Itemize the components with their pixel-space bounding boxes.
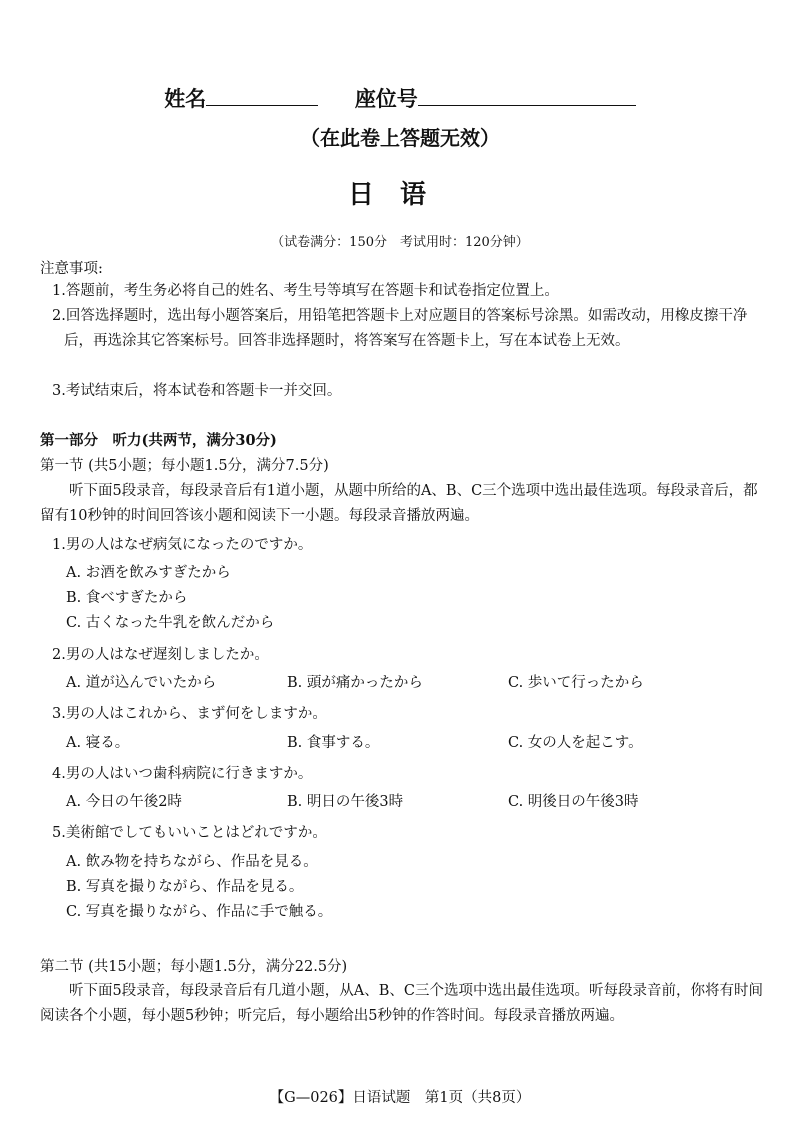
notice-item-3: 3.考试结束后，将本试卷和答题卡一并交回。 <box>52 383 342 399</box>
page-footer: 【G—026】日语试题 第1页（共8页） <box>269 1090 531 1106</box>
question-2-option-c: C. 歩いて行ったから <box>508 675 644 691</box>
question-2-stem: 2.男の人はなぜ遅刻しましたか。 <box>52 647 269 663</box>
invalid-note: （在此卷上答题无效） <box>300 126 500 150</box>
question-5-option-a: A. 飲み物を持ちながら、作品を見る。 <box>66 854 318 870</box>
question-3-stem: 3.男の人はこれから、まず何をしますか。 <box>52 706 327 722</box>
name-blank <box>206 85 318 106</box>
section1-title: 第一节 (共5小题；每小题1.5分，满分7.5分) <box>40 458 329 474</box>
question-5-option-b: B. 写真を撮りながら、作品を見る。 <box>66 879 304 895</box>
question-5-stem: 5.美術館でしてもいいことはどれですか。 <box>52 825 327 841</box>
seat-label: 座位号 <box>354 87 418 111</box>
subject-title: 日语 <box>347 180 452 210</box>
question-5-option-c: C. 写真を撮りながら、作品に手で触る。 <box>66 904 333 920</box>
section1-instructions: 听下面5段录音，每段录音后有1道小题，从题中所给的A、B、C三个选项中选出最佳选项。每段录音后，都留有10秒钟的时间回答该小题和阅读下一小题。每段录音播放两遍。 <box>40 483 758 524</box>
section2-instructions: 听下面5段录音，每段录音后有几道小题，从A、B、C三个选项中选出最佳选项。听每段录音前，你将有时间阅读各个小题，每小题5秒钟；听完后，每小题给出5秒钟的作答时间。每段录音播放两遍。 <box>40 983 763 1024</box>
question-1-option-c: C. 古くなった牛乳を飲んだから <box>66 615 275 631</box>
notice-title: 注意事项: <box>40 261 103 277</box>
section2-title: 第二节 (共15小题；每小题1.5分，满分22.5分) <box>40 959 348 975</box>
question-3-option-b: B. 食事する。 <box>287 735 380 751</box>
question-4-option-c: C. 明後日の午後3時 <box>508 794 639 810</box>
question-1-option-b: B. 食べすぎたから <box>66 590 188 606</box>
seat-blank <box>418 85 636 106</box>
part1-title: 第一部分 听力(共两节，满分30分) <box>40 432 277 449</box>
notice-item-2: 2.回答选择题时，选出每小题答案后，用铅笔把答题卡上对应题目的答案标号涂黑。如需改动，用橡皮擦干净后，再选涂其它答案标号。回答非选择题时，将答案写在答题卡上，写在本试卷上无效。 <box>52 308 748 349</box>
notice-item-1: 1.答题前，考生务必将自己的姓名、考生号等填写在答题卡和试卷指定位置上。 <box>52 283 559 299</box>
question-3-option-c: C. 女の人を起こす。 <box>508 735 643 751</box>
question-2-option-a: A. 道が込んでいたから <box>66 675 217 691</box>
question-1-option-a: A. お酒を飲みすぎたから <box>66 565 231 581</box>
question-4-stem: 4.男の人はいつ歯科病院に行きますか。 <box>52 766 313 782</box>
question-4-option-b: B. 明日の午後3時 <box>287 794 404 810</box>
question-4-option-a: A. 今日の午後2時 <box>66 794 182 810</box>
name-label: 姓名 <box>164 87 207 111</box>
candidate-info-line <box>0 83 800 113</box>
question-2-option-b: B. 頭が痛かったから <box>287 675 423 691</box>
question-3-option-a: A. 寝る。 <box>66 735 130 751</box>
question-1-stem: 1.男の人はなぜ病気になったのですか。 <box>52 537 313 553</box>
score-info: （试卷满分：150分 考试用时：120分钟） <box>271 235 529 250</box>
